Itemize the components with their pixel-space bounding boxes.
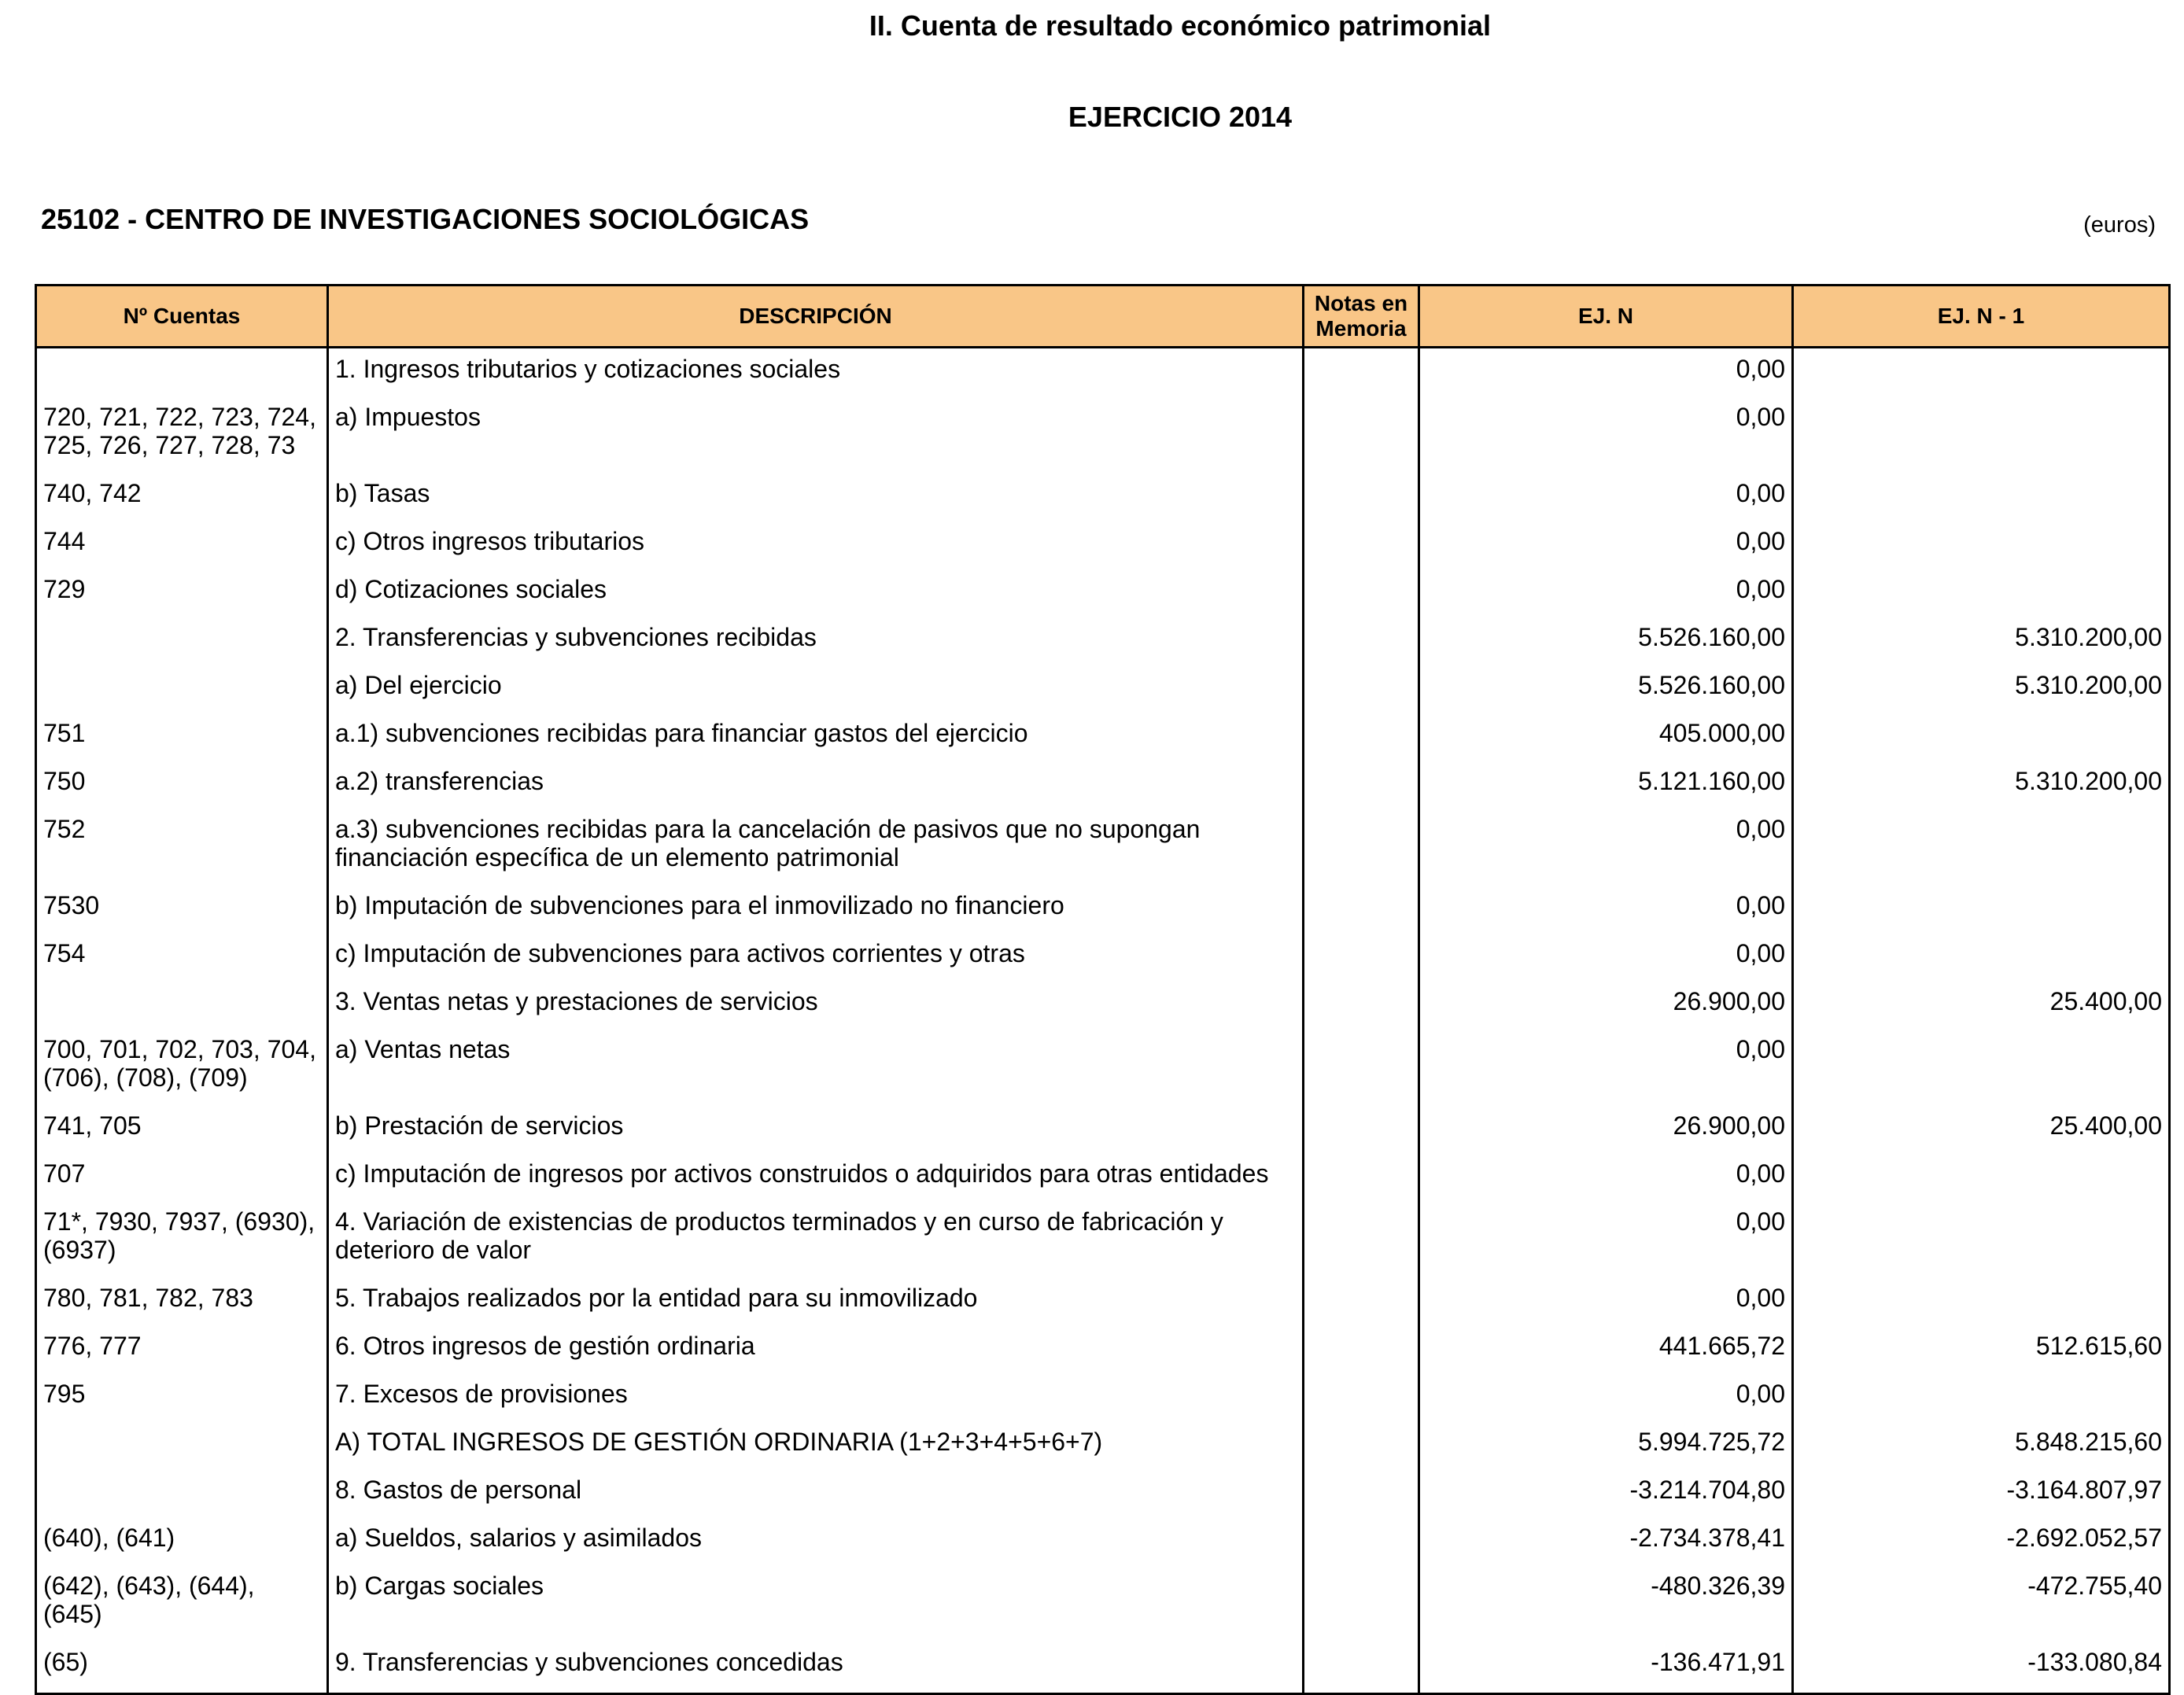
cell-notas xyxy=(1304,1642,1419,1694)
cell-ej-n1 xyxy=(1793,933,2170,981)
cell-notas xyxy=(1304,665,1419,713)
cell-ej-n1 xyxy=(1793,1153,2170,1201)
cell-ej-n: 0,00 xyxy=(1419,1373,1793,1421)
cell-cuentas: 700, 701, 702, 703, 704, (706), (708), (709) xyxy=(36,1029,328,1105)
table-row xyxy=(36,933,2170,981)
table-row xyxy=(36,617,2170,665)
cell-descripcion: 3. Ventas netas y prestaciones de servicios xyxy=(328,981,1304,1029)
table-row xyxy=(36,521,2170,569)
table-row xyxy=(36,761,2170,809)
table-row xyxy=(36,1565,2170,1642)
cell-descripcion: d) Cotizaciones sociales xyxy=(328,569,1304,617)
cell-descripcion: b) Cargas sociales xyxy=(328,1565,1304,1642)
cell-ej-n: 0,00 xyxy=(1419,1153,1793,1201)
cell-cuentas xyxy=(36,348,328,397)
cell-descripcion: 8. Gastos de personal xyxy=(328,1469,1304,1517)
table-row xyxy=(36,885,2170,933)
currency-units-label: (euros) xyxy=(2083,212,2156,238)
cell-descripcion: c) Imputación de ingresos por activos construidos o adquiridos para otras entidades xyxy=(328,1153,1304,1201)
cell-ej-n1 xyxy=(1793,396,2170,473)
cell-descripcion: 4. Variación de existencias de productos terminados y en curso de fabricación y deterioro de valor xyxy=(328,1201,1304,1277)
cell-cuentas: 754 xyxy=(36,933,328,981)
cell-cuentas: 751 xyxy=(36,713,328,761)
cell-notas xyxy=(1304,809,1419,885)
income-statement-table xyxy=(35,284,2171,1695)
table-body xyxy=(36,348,2170,1694)
cell-ej-n: 0,00 xyxy=(1419,809,1793,885)
cell-ej-n1 xyxy=(1793,569,2170,617)
cell-notas xyxy=(1304,1029,1419,1105)
cell-ej-n1: 5.310.200,00 xyxy=(1793,761,2170,809)
cell-cuentas: 750 xyxy=(36,761,328,809)
table-row xyxy=(36,809,2170,885)
cell-notas xyxy=(1304,713,1419,761)
cell-cuentas xyxy=(36,1469,328,1517)
cell-ej-n1 xyxy=(1793,1029,2170,1105)
cell-ej-n: -136.471,91 xyxy=(1419,1642,1793,1694)
table-row xyxy=(36,348,2170,397)
cell-ej-n1: 25.400,00 xyxy=(1793,1105,2170,1153)
cell-cuentas: 752 xyxy=(36,809,328,885)
table-row xyxy=(36,1325,2170,1373)
cell-descripcion: b) Imputación de subvenciones para el inmovilizado no financiero xyxy=(328,885,1304,933)
cell-ej-n: 0,00 xyxy=(1419,348,1793,397)
cell-ej-n: 5.526.160,00 xyxy=(1419,665,1793,713)
cell-ej-n1 xyxy=(1793,885,2170,933)
cell-notas xyxy=(1304,1277,1419,1325)
cell-cuentas: 776, 777 xyxy=(36,1325,328,1373)
column-header-notas-line1: Notas en xyxy=(1314,290,1408,315)
cell-ej-n: 0,00 xyxy=(1419,521,1793,569)
cell-ej-n1 xyxy=(1793,521,2170,569)
cell-descripcion: A) TOTAL INGRESOS DE GESTIÓN ORDINARIA (1+2+3+4+5+6+7) xyxy=(328,1421,1304,1469)
cell-ej-n1: -472.755,40 xyxy=(1793,1565,2170,1642)
cell-ej-n1 xyxy=(1793,473,2170,521)
cell-notas xyxy=(1304,1153,1419,1201)
cell-ej-n: 5.994.725,72 xyxy=(1419,1421,1793,1469)
cell-descripcion: b) Tasas xyxy=(328,473,1304,521)
cell-notas xyxy=(1304,569,1419,617)
cell-ej-n: 26.900,00 xyxy=(1419,981,1793,1029)
cell-descripcion: 9. Transferencias y subvenciones concedidas xyxy=(328,1642,1304,1694)
cell-ej-n: 0,00 xyxy=(1419,396,1793,473)
cell-cuentas: 729 xyxy=(36,569,328,617)
cell-descripcion: 1. Ingresos tributarios y cotizaciones sociales xyxy=(328,348,1304,397)
cell-notas xyxy=(1304,885,1419,933)
cell-ej-n: 26.900,00 xyxy=(1419,1105,1793,1153)
cell-notas xyxy=(1304,761,1419,809)
cell-notas xyxy=(1304,1565,1419,1642)
cell-notas xyxy=(1304,348,1419,397)
cell-cuentas: (65) xyxy=(36,1642,328,1694)
table-row xyxy=(36,1469,2170,1517)
cell-ej-n: 0,00 xyxy=(1419,1277,1793,1325)
cell-ej-n: 405.000,00 xyxy=(1419,713,1793,761)
cell-notas xyxy=(1304,1201,1419,1277)
cell-notas xyxy=(1304,473,1419,521)
cell-ej-n1 xyxy=(1793,713,2170,761)
cell-descripcion: a.3) subvenciones recibidas para la cancelación de pasivos que no supongan financiación específica de un elemento patrimonial xyxy=(328,809,1304,885)
cell-descripcion: b) Prestación de servicios xyxy=(328,1105,1304,1153)
cell-descripcion: a) Del ejercicio xyxy=(328,665,1304,713)
cell-ej-n1 xyxy=(1793,1201,2170,1277)
cell-ej-n1: 5.310.200,00 xyxy=(1793,617,2170,665)
cell-ej-n1: 5.310.200,00 xyxy=(1793,665,2170,713)
fiscal-year-heading: EJERCICIO 2014 xyxy=(1068,101,1293,133)
cell-cuentas: 707 xyxy=(36,1153,328,1201)
cell-notas xyxy=(1304,1469,1419,1517)
cell-descripcion: a) Sueldos, salarios y asimilados xyxy=(328,1517,1304,1565)
cell-notas xyxy=(1304,521,1419,569)
cell-cuentas: 780, 781, 782, 783 xyxy=(36,1277,328,1325)
column-header-notas-line2: Memoria xyxy=(1315,316,1407,341)
cell-descripcion: a) Impuestos xyxy=(328,396,1304,473)
table-row xyxy=(36,1642,2170,1694)
cell-cuentas xyxy=(36,617,328,665)
column-header-notas xyxy=(1304,286,1419,348)
cell-cuentas: 7530 xyxy=(36,885,328,933)
cell-notas xyxy=(1304,981,1419,1029)
table-row xyxy=(36,1373,2170,1421)
table-row xyxy=(36,569,2170,617)
cell-ej-n1: 25.400,00 xyxy=(1793,981,2170,1029)
table-row xyxy=(36,1201,2170,1277)
cell-ej-n: 0,00 xyxy=(1419,473,1793,521)
table-row xyxy=(36,665,2170,713)
cell-cuentas xyxy=(36,1421,328,1469)
cell-descripcion: c) Otros ingresos tributarios xyxy=(328,521,1304,569)
table-row xyxy=(36,981,2170,1029)
column-header-cuentas: Nº Cuentas xyxy=(36,286,328,348)
cell-ej-n: 0,00 xyxy=(1419,1029,1793,1105)
cell-notas xyxy=(1304,617,1419,665)
cell-cuentas: 741, 705 xyxy=(36,1105,328,1153)
cell-descripcion: c) Imputación de subvenciones para activos corrientes y otras xyxy=(328,933,1304,981)
cell-ej-n: 0,00 xyxy=(1419,1201,1793,1277)
table-row xyxy=(36,396,2170,473)
cell-cuentas: (640), (641) xyxy=(36,1517,328,1565)
cell-ej-n1 xyxy=(1793,348,2170,397)
column-header-ej-n: EJ. N xyxy=(1419,286,1793,348)
cell-descripcion: 7. Excesos de provisiones xyxy=(328,1373,1304,1421)
cell-ej-n1 xyxy=(1793,809,2170,885)
cell-ej-n: -2.734.378,41 xyxy=(1419,1517,1793,1565)
cell-ej-n1: 5.848.215,60 xyxy=(1793,1421,2170,1469)
cell-notas xyxy=(1304,1105,1419,1153)
cell-cuentas: 71*, 7930, 7937, (6930), (6937) xyxy=(36,1201,328,1277)
cell-ej-n: 0,00 xyxy=(1419,885,1793,933)
table-row xyxy=(36,473,2170,521)
entity-name: 25102 - CENTRO DE INVESTIGACIONES SOCIOLÓGICAS xyxy=(41,203,810,235)
table-header-row xyxy=(36,286,2170,348)
cell-ej-n: 0,00 xyxy=(1419,933,1793,981)
cell-ej-n: 5.526.160,00 xyxy=(1419,617,1793,665)
cell-ej-n: 441.665,72 xyxy=(1419,1325,1793,1373)
table-row xyxy=(36,1277,2170,1325)
cell-cuentas xyxy=(36,981,328,1029)
cell-notas xyxy=(1304,1421,1419,1469)
cell-ej-n: 5.121.160,00 xyxy=(1419,761,1793,809)
table-row xyxy=(36,713,2170,761)
cell-cuentas: 720, 721, 722, 723, 724, 725, 726, 727, 728, 73 xyxy=(36,396,328,473)
document-title: II. Cuenta de resultado económico patrimonial xyxy=(869,9,1492,42)
cell-ej-n1: -133.080,84 xyxy=(1793,1642,2170,1694)
column-header-descripcion: DESCRIPCIÓN xyxy=(328,286,1304,348)
cell-descripcion: a.2) transferencias xyxy=(328,761,1304,809)
cell-cuentas: 795 xyxy=(36,1373,328,1421)
table-row xyxy=(36,1153,2170,1201)
cell-ej-n1: 512.615,60 xyxy=(1793,1325,2170,1373)
table-row xyxy=(36,1029,2170,1105)
cell-ej-n: -480.326,39 xyxy=(1419,1565,1793,1642)
cell-ej-n1: -2.692.052,57 xyxy=(1793,1517,2170,1565)
cell-ej-n1 xyxy=(1793,1373,2170,1421)
cell-notas xyxy=(1304,1517,1419,1565)
cell-cuentas: 740, 742 xyxy=(36,473,328,521)
cell-descripcion: 6. Otros ingresos de gestión ordinaria xyxy=(328,1325,1304,1373)
cell-notas xyxy=(1304,933,1419,981)
cell-cuentas: 744 xyxy=(36,521,328,569)
cell-notas xyxy=(1304,396,1419,473)
cell-descripcion: 2. Transferencias y subvenciones recibidas xyxy=(328,617,1304,665)
table-row xyxy=(36,1421,2170,1469)
cell-descripcion: a) Ventas netas xyxy=(328,1029,1304,1105)
table-row xyxy=(36,1105,2170,1153)
cell-descripcion: 5. Trabajos realizados por la entidad para su inmovilizado xyxy=(328,1277,1304,1325)
cell-cuentas xyxy=(36,665,328,713)
cell-descripcion: a.1) subvenciones recibidas para financiar gastos del ejercicio xyxy=(328,713,1304,761)
cell-cuentas: (642), (643), (644), (645) xyxy=(36,1565,328,1642)
column-header-ej-n1: EJ. N - 1 xyxy=(1793,286,2170,348)
cell-ej-n: -3.214.704,80 xyxy=(1419,1469,1793,1517)
cell-ej-n: 0,00 xyxy=(1419,569,1793,617)
cell-ej-n1 xyxy=(1793,1277,2170,1325)
cell-ej-n1: -3.164.807,97 xyxy=(1793,1469,2170,1517)
cell-notas xyxy=(1304,1373,1419,1421)
cell-notas xyxy=(1304,1325,1419,1373)
table-row xyxy=(36,1517,2170,1565)
